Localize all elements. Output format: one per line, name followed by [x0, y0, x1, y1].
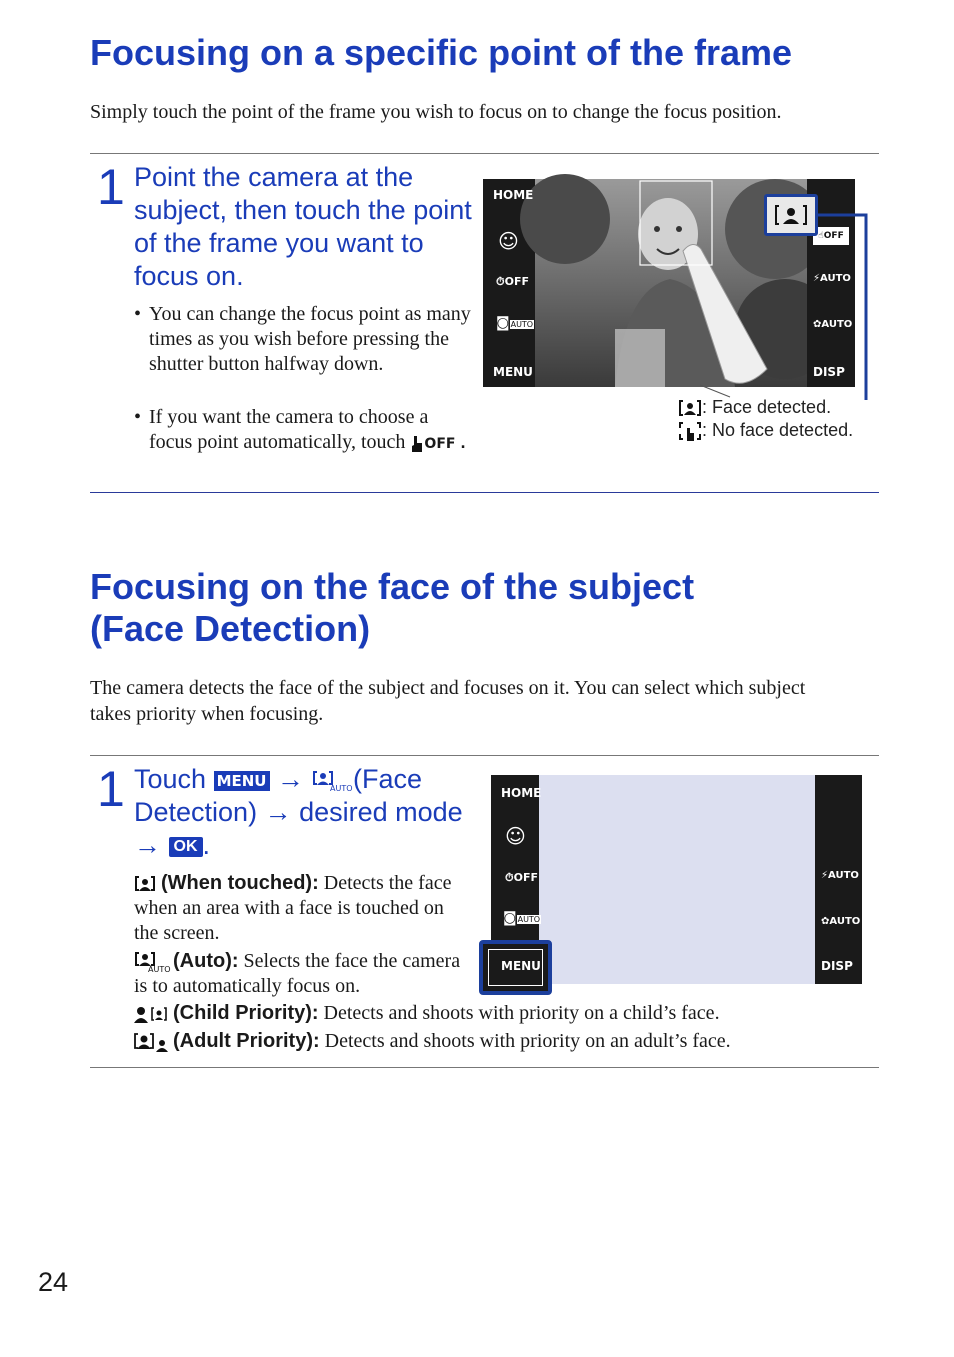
- svg-text:AUTO: AUTO: [148, 965, 171, 975]
- menu-button-label: MENU: [501, 959, 541, 973]
- home-button[interactable]: HOME: [501, 786, 542, 800]
- self-timer-off-icon[interactable]: ⏱OFF: [496, 275, 529, 288]
- section1-top-rule: [90, 153, 879, 154]
- mode-label: (Adult Priority):: [173, 1030, 320, 1052]
- section1-step-number: 1: [97, 159, 125, 215]
- macro-auto-icon[interactable]: ✿AUTO: [813, 319, 853, 330]
- section2-step-number: 1: [97, 761, 125, 817]
- adult-priority-icon: [134, 1032, 168, 1052]
- menu-button[interactable]: MENU: [493, 365, 533, 379]
- section2-title-line1: Focusing on the face of the subject: [90, 566, 695, 607]
- page-number: 24: [38, 1267, 69, 1297]
- mode-label: (When touched):: [161, 872, 319, 894]
- callout-line: [818, 210, 874, 402]
- svg-text:AUTO: AUTO: [329, 783, 353, 793]
- scene-auto-icon[interactable]: ◙AUTO: [503, 910, 541, 926]
- menu-button-highlighted[interactable]: [479, 940, 552, 995]
- section1-intro: Simply touch the point of the frame you wish to focus on to change the focus position.: [90, 101, 782, 123]
- face-detection-indicator[interactable]: [764, 194, 818, 236]
- mode-child-priority: [134, 1001, 834, 1026]
- section1-bottom-rule: [90, 492, 879, 493]
- callout-no-face: : No face detected.: [678, 419, 853, 442]
- menu-chip-icon: MENU: [214, 771, 270, 791]
- lcd-blank-area: [539, 775, 815, 984]
- mode-auto: [134, 949, 474, 999]
- flash-auto-icon[interactable]: ⚡AUTO: [821, 870, 859, 881]
- face-detected-icon: [678, 398, 702, 418]
- disp-button[interactable]: DISP: [821, 959, 853, 973]
- section2-step-heading: Touch MENU → AUTO (Face Detection) → desired mode → OK .: [134, 764, 463, 860]
- section1-bullet-1: • You can change the focus point as many times as you wish before pressing the shutter button halfway down.: [134, 303, 471, 375]
- touch-focus-off-button[interactable]: ☝OFF: [813, 227, 849, 245]
- callout-face-detected: : Face detected.: [678, 396, 831, 419]
- scene-auto-icon[interactable]: ◙AUTO: [496, 315, 534, 331]
- section1-bullet-2: • If you want the camera to choose a focus point automatically, touch OFF .: [134, 406, 466, 453]
- no-face-icon: [678, 420, 702, 442]
- mode-when-touched: [134, 871, 464, 946]
- ok-chip-icon: OK: [169, 837, 203, 857]
- face-auto-icon: [134, 951, 171, 975]
- self-timer-off-icon[interactable]: ⏱OFF: [505, 871, 538, 884]
- section1-step-heading: Point the camera at the subject, then touch the point of the frame you want to focus on.: [134, 162, 472, 291]
- mode-desc: Detects the face when an area with a face is touched on the screen.: [134, 872, 452, 944]
- mode-desc: Detects and shoots with priority on an adult’s face.: [324, 1030, 731, 1052]
- face-auto-icon: [312, 770, 353, 793]
- mode-desc: Detects and shoots with priority on a child’s face.: [323, 1002, 720, 1024]
- macro-auto-icon[interactable]: ✿AUTO: [821, 916, 861, 927]
- smile-icon[interactable]: ☺: [498, 229, 519, 253]
- section2-title-line2: (Face Detection): [90, 608, 371, 649]
- mode-adult-priority: [134, 1029, 834, 1054]
- section2-top-rule: [90, 755, 879, 756]
- disp-button[interactable]: DISP: [813, 365, 845, 379]
- bullet-text: If you want the camera to choose a focus point automatically, touch: [149, 406, 429, 453]
- face-touch-icon: [134, 875, 156, 893]
- mode-label: (Auto):: [173, 950, 239, 972]
- home-button[interactable]: HOME: [493, 188, 534, 202]
- section2-intro: The camera detects the face of the subject and focuses on it. You can select which subject takes priority when focusing.: [90, 677, 806, 725]
- section2-bottom-rule: [90, 1067, 879, 1068]
- touch-focus-off-icon: OFF .: [410, 436, 465, 452]
- flash-auto-icon[interactable]: ⚡AUTO: [813, 273, 851, 284]
- section1-title: Focusing on a specific point of the frame: [90, 32, 793, 73]
- smile-icon[interactable]: ☺: [505, 824, 526, 848]
- mode-desc: Selects the face the camera is to automatically focus on.: [134, 950, 461, 997]
- bullet-text: You can change the focus point as many times as you wish before pressing the shutter button halfway down.: [149, 303, 471, 375]
- child-priority-icon: [134, 1004, 168, 1024]
- mode-label: (Child Priority):: [173, 1002, 319, 1024]
